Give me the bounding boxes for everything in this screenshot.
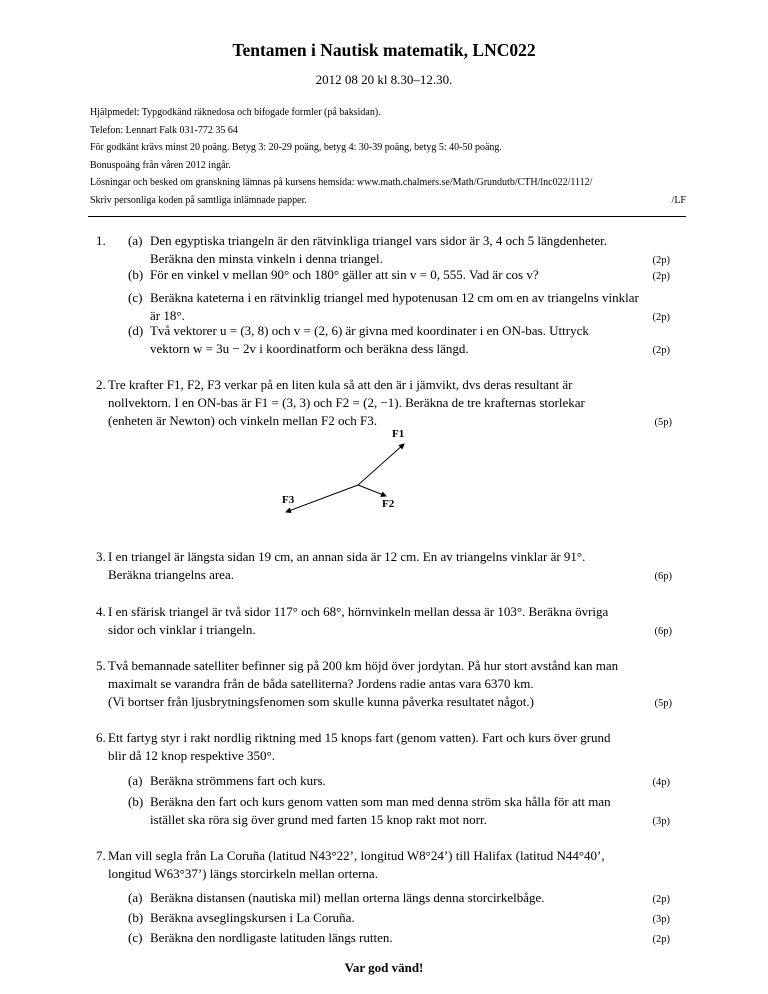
problem-1c-line1: Beräkna kateterna i en rätvinklig triangel med hypotenusan 12 cm om en av triangelns vinklar [150,290,639,305]
problem-1a-label: (a) [128,233,143,248]
problem-7c-label: (c) [128,930,143,945]
problem-3-line2: Beräkna triangelns area. [108,567,234,582]
problem-5-points: (5p) [654,698,672,709]
problem-7b-points: (3p) [652,914,670,925]
problem-1b-label: (b) [128,267,144,282]
problem-1b-text: För en vinkel v mellan 90° och 180° gäller att sin v = 0, 555. Vad är cos v? [150,267,539,282]
problem-1c-line2: är 18°. [150,308,185,323]
problem-4-line2: sidor och vinklar i triangeln. [108,622,256,637]
problem-6-line2: blir då 12 knop respektive 350°. [108,748,275,763]
problem-2-line2: nollvektorn. I en ON-bas är F1 = (3, 3) och F2 = (2, −1). Beräkna de tre krafternas storlekar [108,395,585,410]
problem-4-points: (6p) [654,626,672,637]
problem-7a-text: Beräkna distansen (nautiska mil) mellan orterna längs denna storcirkelbåge. [150,890,545,905]
info-bonus: Bonuspoäng från våren 2012 ingår. [90,160,231,171]
signature: /LF [671,195,686,206]
problem-2-line3: (enheten är Newton) och vinkeln mellan F2 och F3. [108,413,377,428]
turn-over-note: Var god vänd! [344,960,424,975]
problem-1c [128,289,670,325]
problem-4-number: 4. [96,604,106,619]
force-f1-label: F1 [392,428,405,440]
header-divider [88,216,686,217]
problem-6b-line1: Beräkna den fart och kurs genom vatten som man med denna ström ska hålla för att man [150,794,611,809]
info-phone: Telefon: Lennart Falk 031-772 35 64 [90,125,238,136]
problem-6-line1: Ett fartyg styr i rakt nordlig riktning med 15 knops fart (genom vatten). Fart och kurs över grund [108,730,611,745]
problem-1b [128,266,670,284]
problem-2-line1: Tre krafter F1, F2, F3 verkar på en liten kula så att den är i jämvikt, dvs deras resultant är [108,377,573,392]
info-solutions: Lösningar och besked om granskning lämnas på kursens hemsida: www.math.chalmers.se/Math/Grundutb/CTH/lnc022/1112/ [90,177,593,188]
problem-7-line2: longitud W63°37’) längs storcirkeln mellan orterna. [108,866,378,881]
problem-2-points: (5p) [654,417,672,428]
problem-1d-line2: vektorn w = 3u − 2v i koordinatform och beräkna dess längd. [150,341,469,356]
problem-7 [96,847,672,883]
problem-1c-points: (2p) [652,312,670,323]
problem-5 [96,657,672,711]
problem-1d [128,322,670,358]
problem-6b-label: (b) [128,794,144,809]
problem-2 [96,376,672,430]
problem-6-number: 6. [96,730,106,745]
exam-date: 2012 08 20 kl 8.30–12.30. [315,72,453,87]
problem-1b-points: (2p) [652,271,670,282]
problem-7a [128,889,670,907]
problem-4-line1: I en sfärisk triangel är två sidor 117° och 68°, hörnvinkeln mellan dessa är 103°. Beräkna övriga [108,604,609,619]
force-f2-label: F2 [382,498,395,510]
problem-7b [128,909,670,927]
problem-1a [128,232,670,268]
problem-5-line2: maximalt se varandra från de båda satelliterna? Jordens radie antas vara 6370 km. [108,676,534,691]
problem-7b-label: (b) [128,910,144,925]
force-f2-arrow [358,485,386,496]
problem-3-number: 3. [96,549,106,564]
exam-title: Tentamen i Nautisk matematik, LNC022 [232,40,536,60]
problem-6 [96,729,672,765]
problem-5-line1: Två bemannade satelliter befinner sig på 200 km höjd över jordytan. På hur stort avstånd kan man [108,658,619,673]
problem-6a-label: (a) [128,773,143,788]
problem-6b [128,793,670,829]
problem-1a-points: (2p) [652,255,670,266]
problem-1d-label: (d) [128,323,144,338]
info-code-text: Skriv personliga koden på samtliga inlämnade papper. [90,195,307,206]
problem-5-number: 5. [96,658,106,673]
problem-1c-label: (c) [128,290,143,305]
problem-7b-text: Beräkna avseglingskursen i La Coruña. [150,910,355,925]
force-f3-label: F3 [282,494,295,506]
info-grading: För godkänt krävs minst 20 poäng. Betyg 3: 20-29 poäng, betyg 4: 30-39 poäng, betyg 5: 40-50 poäng. [90,142,502,153]
force-diagram-svg [270,430,470,520]
info-code [90,194,686,207]
problem-6a [128,772,670,790]
problem-1a-line2: Beräkna den minsta vinkeln i denna triangel. [150,251,383,266]
problem-4 [96,603,672,639]
problem-7a-points: (2p) [652,894,670,905]
problem-6b-line2: istället ska röra sig över grund med farten 15 knop rakt mot norr. [150,812,487,827]
problem-1d-line1: Två vektorer u = (3, 8) och v = (2, 6) är givna med koordinater i en ON-bas. Uttryck [150,323,589,338]
problem-2-number: 2. [96,377,106,392]
problem-7-line1: Man vill segla från La Coruña (latitud N43°22’, longitud W8°24’) till Halifax (latitud N44°40’, [108,848,605,863]
force-diagram [270,430,470,520]
problem-1-number: 1. [96,233,106,248]
problem-3 [96,548,672,584]
info-aids: Hjälpmedel: Typgodkänd räknedosa och bifogade formler (på baksidan). [90,107,381,118]
force-f3-arrow [286,485,358,512]
force-f1-arrow [358,444,404,485]
problem-7a-label: (a) [128,890,143,905]
problem-6a-text: Beräkna strömmens fart och kurs. [150,773,326,788]
problem-1d-points: (2p) [652,345,670,356]
problem-3-points: (6p) [654,571,672,582]
problem-1a-line1: Den egyptiska triangeln är den rätvinkliga triangel vars sidor är 3, 4 och 5 längdenheter. [150,233,608,248]
problem-7c-text: Beräkna den nordligaste latituden längs rutten. [150,930,393,945]
problem-3-line1: I en triangel är längsta sidan 19 cm, an annan sida är 12 cm. En av triangelns vinklar är 91°. [108,549,586,564]
problem-6a-points: (4p) [652,777,670,788]
problem-6b-points: (3p) [652,816,670,827]
problem-7c [128,929,670,947]
problem-7-number: 7. [96,848,106,863]
problem-7c-points: (2p) [652,934,670,945]
problem-5-line3: (Vi bortser från ljusbrytningsfenomen som skulle kunna påverka resultatet något.) [108,694,534,709]
